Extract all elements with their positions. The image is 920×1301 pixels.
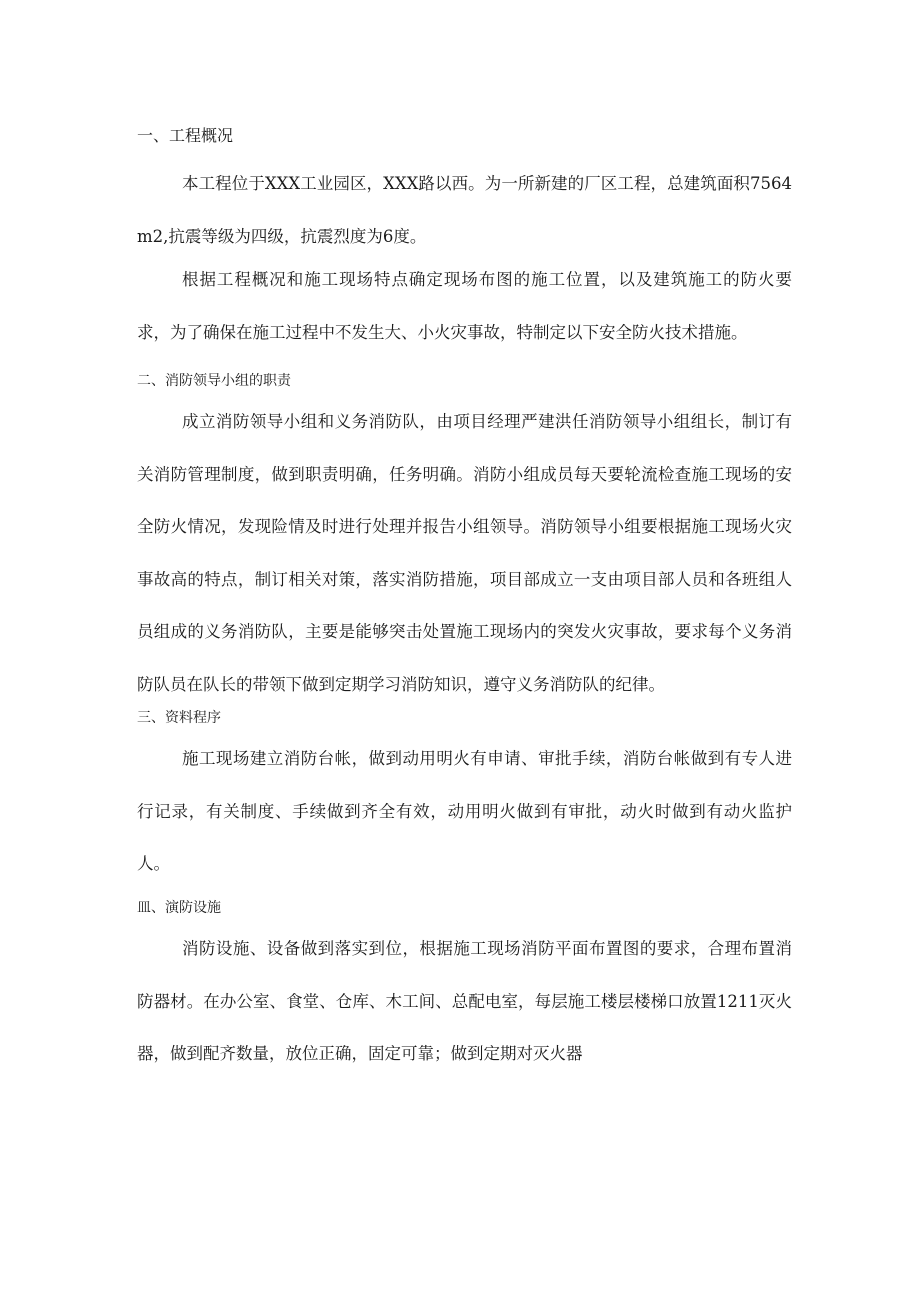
section-1-paragraph-1: 本工程位于XXX工业园区，XXX路以西。为一所新建的厂区工程，总建筑面积7564m2,抗震等级为四级，抗震烈度为6度。	[137, 174, 792, 246]
section-3-heading: 三、资料程序	[137, 710, 221, 726]
section-1-heading: 一、工程概况	[137, 126, 234, 145]
section-4-paragraph-1: 消防设施、设备做到落实到位，根据施工现场消防平面布置图的要求，合理布置消防器材。在办公室、食堂、仓库、木工间、总配电室，每层施工楼层楼梯口放置1211灭火器，做到配齐数量，放位正确，固定可靠；做到定期对灭火器	[137, 939, 792, 1063]
section-2-heading: 二、消防领导小组的职责	[137, 373, 291, 389]
section-4-heading: 皿、演防设施	[137, 900, 221, 916]
section-2-paragraph-1: 成立消防领导小组和义务消防队，由项目经理严建洪任消防领导小组组长，制订有关消防管理制度，做到职责明确，任务明确。消防小组成员每天要轮流检查施工现场的安全防火情况，发现险情及时进行处理并报告小组领导。消防领导小组要根据施工现场火灾事故高的特点，制订相关对策，落实消防措施，项目部成立一支由项目部人员和各班组人员组成的义务消防队，主要是能够突击处置施工现场内的突发火灾事故，要求每个义务消防队员在队长的带领下做到定期学习消防知识，遵守义务消防队的纪律。	[137, 412, 792, 694]
section-1-paragraph-2: 根据工程概况和施工现场特点确定现场布图的施工位置，以及建筑施工的防火要求，为了确保在施工过程中不发生大、小火灾事故，特制定以下安全防火技术措施。	[137, 270, 792, 342]
section-3-paragraph-1: 施工现场建立消防台帐，做到动用明火有申请、审批手续，消防台帐做到有专人进行记录，有关制度、手续做到齐全有效，动用明火做到有审批，动火时做到有动火监护人。	[137, 749, 792, 873]
